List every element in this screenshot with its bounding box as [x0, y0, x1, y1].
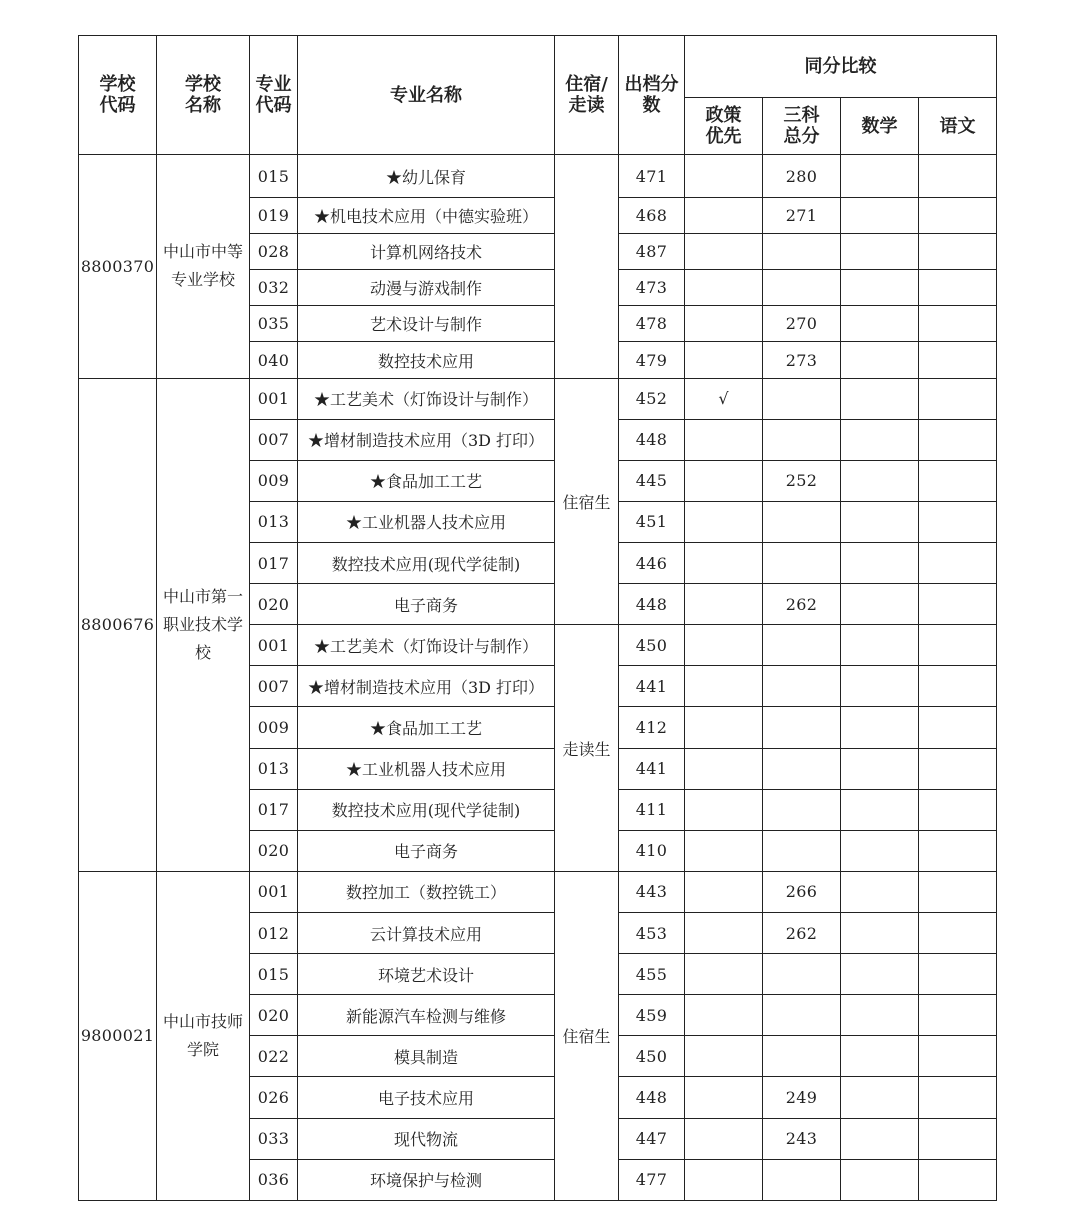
math-score-cell: [841, 666, 919, 707]
major-code-cell: 019: [250, 198, 298, 234]
major-name-cell: 环境保护与检测: [298, 1159, 555, 1200]
three-subject-total-cell: [763, 830, 841, 871]
chinese-score-cell: [919, 306, 997, 342]
cutoff-score-cell: 412: [619, 707, 685, 748]
table-row: [79, 871, 997, 912]
major-code-cell: 015: [250, 155, 298, 198]
three-subject-total-cell: 270: [763, 306, 841, 342]
major-name-cell: ★增材制造技术应用（3D 打印）: [298, 419, 555, 460]
major-code-cell: 036: [250, 1159, 298, 1200]
chinese-score-cell: [919, 830, 997, 871]
policy-priority-cell: [685, 1159, 763, 1200]
policy-priority-cell: [685, 155, 763, 198]
cutoff-score-cell: 478: [619, 306, 685, 342]
header-major-code: 专业 代码: [250, 36, 298, 155]
boarding-cell: 走读生: [555, 625, 619, 872]
major-code-cell: 020: [250, 830, 298, 871]
three-subject-total-cell: [763, 666, 841, 707]
major-name-cell: 数控技术应用(现代学徒制): [298, 543, 555, 584]
policy-priority-cell: [685, 707, 763, 748]
school-name-cell: 中山市第一职业技术学校: [157, 378, 250, 871]
math-score-cell: [841, 748, 919, 789]
math-score-cell: [841, 954, 919, 995]
cutoff-score-cell: 450: [619, 625, 685, 666]
major-code-cell: 007: [250, 419, 298, 460]
policy-priority-cell: [685, 270, 763, 306]
cutoff-score-cell: 459: [619, 995, 685, 1036]
chinese-score-cell: [919, 1159, 997, 1200]
three-subject-total-cell: 280: [763, 155, 841, 198]
three-subject-total-cell: [763, 789, 841, 830]
policy-priority-cell: [685, 871, 763, 912]
header-three-subject-total: 三科 总分: [763, 98, 841, 155]
boarding-cell: 住宿生: [555, 378, 619, 625]
major-name-cell: ★工业机器人技术应用: [298, 501, 555, 542]
policy-priority-cell: [685, 1036, 763, 1077]
math-score-cell: [841, 342, 919, 378]
table-body: [79, 155, 997, 1201]
major-name-cell: 新能源汽车检测与维修: [298, 995, 555, 1036]
major-name-cell: ★工艺美术（灯饰设计与制作）: [298, 625, 555, 666]
major-name-cell: ★工业机器人技术应用: [298, 748, 555, 789]
three-subject-total-cell: [763, 1159, 841, 1200]
cutoff-score-cell: 443: [619, 871, 685, 912]
three-subject-total-cell: 243: [763, 1118, 841, 1159]
boarding-cell: [555, 155, 619, 379]
policy-priority-cell: [685, 625, 763, 666]
cutoff-score-cell: 487: [619, 234, 685, 270]
math-score-cell: [841, 234, 919, 270]
policy-priority-cell: [685, 666, 763, 707]
major-code-cell: 017: [250, 543, 298, 584]
policy-priority-cell: [685, 419, 763, 460]
major-name-cell: ★食品加工工艺: [298, 460, 555, 501]
major-name-cell: ★增材制造技术应用（3D 打印）: [298, 666, 555, 707]
policy-priority-cell: [685, 584, 763, 625]
cutoff-score-cell: 448: [619, 584, 685, 625]
cutoff-score-cell: 441: [619, 748, 685, 789]
major-name-cell: 数控技术应用(现代学徒制): [298, 789, 555, 830]
major-code-cell: 007: [250, 666, 298, 707]
major-name-cell: ★食品加工工艺: [298, 707, 555, 748]
policy-priority-cell: [685, 234, 763, 270]
chinese-score-cell: [919, 913, 997, 954]
three-subject-total-cell: 249: [763, 1077, 841, 1118]
math-score-cell: [841, 270, 919, 306]
cutoff-score-cell: 453: [619, 913, 685, 954]
major-name-cell: 动漫与游戏制作: [298, 270, 555, 306]
chinese-score-cell: [919, 1036, 997, 1077]
three-subject-total-cell: [763, 543, 841, 584]
major-name-cell: 现代物流: [298, 1118, 555, 1159]
chinese-score-cell: [919, 460, 997, 501]
major-code-cell: 013: [250, 748, 298, 789]
chinese-score-cell: [919, 871, 997, 912]
cutoff-score-cell: 441: [619, 666, 685, 707]
major-code-cell: 013: [250, 501, 298, 542]
chinese-score-cell: [919, 543, 997, 584]
three-subject-total-cell: 266: [763, 871, 841, 912]
major-code-cell: 015: [250, 954, 298, 995]
major-name-cell: 计算机网络技术: [298, 234, 555, 270]
major-code-cell: 040: [250, 342, 298, 378]
policy-priority-cell: [685, 1077, 763, 1118]
school-name-cell: 中山市技师学院: [157, 871, 250, 1200]
chinese-score-cell: [919, 995, 997, 1036]
math-score-cell: [841, 419, 919, 460]
three-subject-total-cell: 262: [763, 584, 841, 625]
admission-score-table: [78, 35, 997, 1201]
major-code-cell: 009: [250, 460, 298, 501]
major-name-cell: 数控加工（数控铣工）: [298, 871, 555, 912]
cutoff-score-cell: 410: [619, 830, 685, 871]
three-subject-total-cell: 252: [763, 460, 841, 501]
school-name-cell: 中山市中等专业学校: [157, 155, 250, 379]
major-code-cell: 035: [250, 306, 298, 342]
math-score-cell: [841, 1077, 919, 1118]
chinese-score-cell: [919, 234, 997, 270]
policy-priority-cell: [685, 995, 763, 1036]
chinese-score-cell: [919, 198, 997, 234]
chinese-score-cell: [919, 501, 997, 542]
chinese-score-cell: [919, 378, 997, 419]
cutoff-score-cell: 479: [619, 342, 685, 378]
policy-priority-cell: [685, 954, 763, 995]
three-subject-total-cell: [763, 748, 841, 789]
major-code-cell: 032: [250, 270, 298, 306]
three-subject-total-cell: 262: [763, 913, 841, 954]
policy-priority-cell: √: [685, 378, 763, 419]
three-subject-total-cell: [763, 419, 841, 460]
math-score-cell: [841, 913, 919, 954]
math-score-cell: [841, 378, 919, 419]
three-subject-total-cell: [763, 1036, 841, 1077]
cutoff-score-cell: 448: [619, 1077, 685, 1118]
school-code-cell: 8800676: [79, 378, 157, 871]
header-policy-priority: 政策 优先: [685, 98, 763, 155]
policy-priority-cell: [685, 501, 763, 542]
major-code-cell: 020: [250, 584, 298, 625]
header-major-name: 专业名称: [298, 36, 555, 155]
three-subject-total-cell: [763, 501, 841, 542]
math-score-cell: [841, 501, 919, 542]
chinese-score-cell: [919, 1077, 997, 1118]
three-subject-total-cell: [763, 625, 841, 666]
policy-priority-cell: [685, 1118, 763, 1159]
math-score-cell: [841, 1118, 919, 1159]
cutoff-score-cell: 477: [619, 1159, 685, 1200]
major-name-cell: 电子商务: [298, 830, 555, 871]
three-subject-total-cell: [763, 954, 841, 995]
chinese-score-cell: [919, 419, 997, 460]
major-code-cell: 017: [250, 789, 298, 830]
math-score-cell: [841, 198, 919, 234]
major-name-cell: 数控技术应用: [298, 342, 555, 378]
math-score-cell: [841, 460, 919, 501]
major-name-cell: 电子商务: [298, 584, 555, 625]
header-boarding: 住宿/ 走读: [555, 36, 619, 155]
chinese-score-cell: [919, 342, 997, 378]
major-code-cell: 020: [250, 995, 298, 1036]
major-code-cell: 026: [250, 1077, 298, 1118]
major-name-cell: ★工艺美术（灯饰设计与制作）: [298, 378, 555, 419]
major-name-cell: ★机电技术应用（中德实验班）: [298, 198, 555, 234]
three-subject-total-cell: 273: [763, 342, 841, 378]
math-score-cell: [841, 830, 919, 871]
cutoff-score-cell: 452: [619, 378, 685, 419]
table-row: [79, 155, 997, 198]
major-name-cell: 环境艺术设计: [298, 954, 555, 995]
header-school-code: 学校 代码: [79, 36, 157, 155]
cutoff-score-cell: 451: [619, 501, 685, 542]
major-code-cell: 001: [250, 871, 298, 912]
cutoff-score-cell: 447: [619, 1118, 685, 1159]
policy-priority-cell: [685, 460, 763, 501]
cutoff-score-cell: 468: [619, 198, 685, 234]
math-score-cell: [841, 155, 919, 198]
major-name-cell: ★幼儿保育: [298, 155, 555, 198]
three-subject-total-cell: [763, 234, 841, 270]
major-name-cell: 艺术设计与制作: [298, 306, 555, 342]
cutoff-score-cell: 471: [619, 155, 685, 198]
major-name-cell: 云计算技术应用: [298, 913, 555, 954]
math-score-cell: [841, 1159, 919, 1200]
chinese-score-cell: [919, 625, 997, 666]
math-score-cell: [841, 871, 919, 912]
policy-priority-cell: [685, 543, 763, 584]
chinese-score-cell: [919, 1118, 997, 1159]
three-subject-total-cell: [763, 378, 841, 419]
major-code-cell: 028: [250, 234, 298, 270]
math-score-cell: [841, 789, 919, 830]
chinese-score-cell: [919, 584, 997, 625]
three-subject-total-cell: [763, 270, 841, 306]
policy-priority-cell: [685, 789, 763, 830]
math-score-cell: [841, 707, 919, 748]
major-code-cell: 009: [250, 707, 298, 748]
major-code-cell: 001: [250, 625, 298, 666]
policy-priority-cell: [685, 198, 763, 234]
cutoff-score-cell: 446: [619, 543, 685, 584]
boarding-cell: 住宿生: [555, 871, 619, 1200]
math-score-cell: [841, 543, 919, 584]
header-school-name: 学校 名称: [157, 36, 250, 155]
table-row: [79, 378, 997, 419]
header-cutoff-score: 出档分 数: [619, 36, 685, 155]
cutoff-score-cell: 455: [619, 954, 685, 995]
major-code-cell: 012: [250, 913, 298, 954]
cutoff-score-cell: 450: [619, 1036, 685, 1077]
chinese-score-cell: [919, 155, 997, 198]
math-score-cell: [841, 1036, 919, 1077]
math-score-cell: [841, 584, 919, 625]
math-score-cell: [841, 625, 919, 666]
policy-priority-cell: [685, 830, 763, 871]
cutoff-score-cell: 448: [619, 419, 685, 460]
math-score-cell: [841, 306, 919, 342]
three-subject-total-cell: [763, 707, 841, 748]
major-code-cell: 001: [250, 378, 298, 419]
major-code-cell: 022: [250, 1036, 298, 1077]
school-code-cell: 9800021: [79, 871, 157, 1200]
cutoff-score-cell: 445: [619, 460, 685, 501]
header-tie-compare: 同分比较: [685, 36, 997, 98]
three-subject-total-cell: [763, 995, 841, 1036]
chinese-score-cell: [919, 666, 997, 707]
cutoff-score-cell: 411: [619, 789, 685, 830]
school-code-cell: 8800370: [79, 155, 157, 379]
major-name-cell: 电子技术应用: [298, 1077, 555, 1118]
policy-priority-cell: [685, 306, 763, 342]
policy-priority-cell: [685, 913, 763, 954]
math-score-cell: [841, 995, 919, 1036]
cutoff-score-cell: 473: [619, 270, 685, 306]
chinese-score-cell: [919, 270, 997, 306]
policy-priority-cell: [685, 342, 763, 378]
header-math: 数学: [841, 98, 919, 155]
policy-priority-cell: [685, 748, 763, 789]
chinese-score-cell: [919, 707, 997, 748]
major-code-cell: 033: [250, 1118, 298, 1159]
chinese-score-cell: [919, 748, 997, 789]
chinese-score-cell: [919, 789, 997, 830]
major-name-cell: 模具制造: [298, 1036, 555, 1077]
header-chinese: 语文: [919, 98, 997, 155]
three-subject-total-cell: 271: [763, 198, 841, 234]
chinese-score-cell: [919, 954, 997, 995]
